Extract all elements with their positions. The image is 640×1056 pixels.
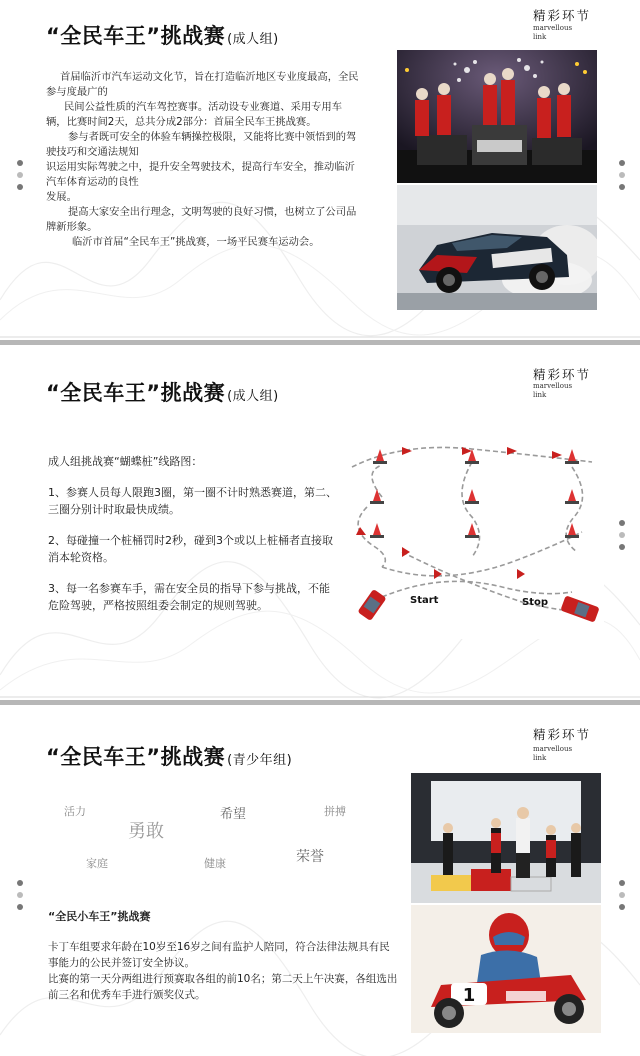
pager-dots-right	[618, 160, 626, 196]
dot	[619, 184, 625, 190]
kart-text-1: 卡丁车组要求年龄在10岁至16岁之间有监护人陪同，符合法律法规具有民事能力的公民并签订安全协议。	[48, 941, 390, 969]
title-text: “全民车王”挑战赛	[46, 24, 226, 48]
page-title	[46, 20, 279, 50]
start-label: Start	[410, 595, 439, 606]
brand-en-2: link	[533, 33, 547, 41]
stop-label: Stop	[522, 597, 549, 608]
brand-label: 精彩环节	[533, 367, 592, 382]
para-line: 辆，比赛时间2天，总共分成2部分：首届全民车王挑战赛。	[46, 116, 317, 128]
para-line: 牌新形象。	[46, 221, 98, 233]
intro-paragraph	[46, 70, 376, 250]
brand-en-1: marvellous	[533, 745, 573, 753]
slide-3	[0, 705, 640, 1056]
kart-illustration	[411, 905, 601, 1033]
podium-photo	[397, 50, 597, 183]
page-title	[46, 377, 279, 407]
brand-en-1: marvellous	[533, 382, 573, 390]
route-heading: 成人组挑战赛“蝴蝶桩”线路图：	[48, 455, 203, 468]
kart-description	[48, 939, 398, 1003]
para-line: 参与度最广的	[46, 86, 108, 98]
pager-dots-left	[16, 880, 24, 916]
para-line: 提高大家安全出行理念，文明驾驶的良好习惯，也树立了公司品	[68, 206, 357, 218]
dot	[17, 880, 23, 886]
para-line: 参与者既可安全的体验车辆操控极限，又能将比赛中领悟到的驾	[68, 131, 357, 143]
title-subtitle: (青少年组)	[227, 753, 293, 768]
para-line: 发展。	[46, 191, 77, 203]
dot	[619, 532, 625, 538]
pager-dots-right	[618, 520, 626, 556]
word-rongyu: 荣誉	[296, 849, 324, 865]
dot	[619, 520, 625, 526]
drift-car-photo	[397, 185, 597, 310]
para-line: 识运用实际驾驶之中，提升安全驾驶技术，提高行车安全，推动临沂	[46, 161, 355, 173]
slide-2	[0, 345, 640, 700]
kart-podium-photo	[411, 773, 601, 903]
kart-text-2: 比赛的第一天分两组进行预赛取各组的前10名；第二天上午决赛，各组选出前三名和优秀车手进行颁奖仪式。	[48, 973, 398, 1001]
title-subtitle: (成人组)	[227, 32, 279, 47]
dot	[619, 904, 625, 910]
title-subtitle: (成人组)	[227, 389, 279, 404]
dot	[619, 160, 625, 166]
title-text: “全民车王”挑战赛	[46, 381, 226, 405]
rule-3: 3、每一名参赛车手，需在安全员的指导下参与挑战，不能危险驾驶，严格按照组委会制定的规则驾驶。	[48, 582, 330, 612]
dot	[17, 172, 23, 178]
rule-2: 2、每碰撞一个桩桶罚时2秒，碰到3个或以上桩桶者直接取消本轮资格。	[48, 534, 333, 564]
para-line: 临沂市首届“全民车王”挑战赛，一场平民赛车运动会。	[72, 236, 320, 248]
title-text: “全民车王”挑战赛	[46, 745, 226, 769]
slide-1	[0, 0, 640, 340]
cone-icon	[373, 449, 387, 464]
word-xiwang: 希望	[220, 807, 247, 822]
dot	[17, 184, 23, 190]
para-line: 民间公益性质的汽车驾控赛事。活动设专业赛道、采用专用车	[64, 101, 343, 113]
dot	[17, 904, 23, 910]
word-yonggan: 勇敢	[128, 821, 164, 842]
brand-en-1: marvellous	[533, 24, 573, 32]
dot	[619, 544, 625, 550]
page-title	[46, 741, 292, 771]
kart-heading: “全民小车王”挑战赛	[48, 910, 151, 923]
word-pinbo: 拼搏	[324, 805, 346, 818]
dot	[619, 172, 625, 178]
para-line: 汽车体育运动的良性	[46, 176, 139, 188]
dot	[17, 160, 23, 166]
rule-1: 1、参赛人员每人限跑3圈，第一圈不计时熟悉赛道，第二、三圈分别计时取最快成绩。	[48, 486, 337, 516]
brand-label: 精彩环节	[533, 8, 592, 23]
brand-label: 精彩环节	[533, 727, 592, 742]
route-diagram	[342, 437, 604, 639]
car-number: 1	[462, 985, 476, 1006]
para-line: 驶技巧和交通法规知	[46, 146, 139, 158]
dot	[619, 892, 625, 898]
dot	[619, 880, 625, 886]
rules-block	[48, 453, 338, 614]
word-jiating: 家庭	[86, 857, 108, 870]
dot	[17, 892, 23, 898]
word-huoli: 活力	[64, 805, 86, 818]
pager-dots-right	[618, 880, 626, 916]
brand-en-2: link	[533, 754, 547, 762]
brand-en-2: link	[533, 391, 547, 399]
para-line: 首届临沂市汽车运动文化节，旨在打造临沂地区专业度最高，全民	[60, 71, 359, 83]
pager-dots-left	[16, 160, 24, 196]
word-jiankang: 健康	[204, 857, 226, 870]
